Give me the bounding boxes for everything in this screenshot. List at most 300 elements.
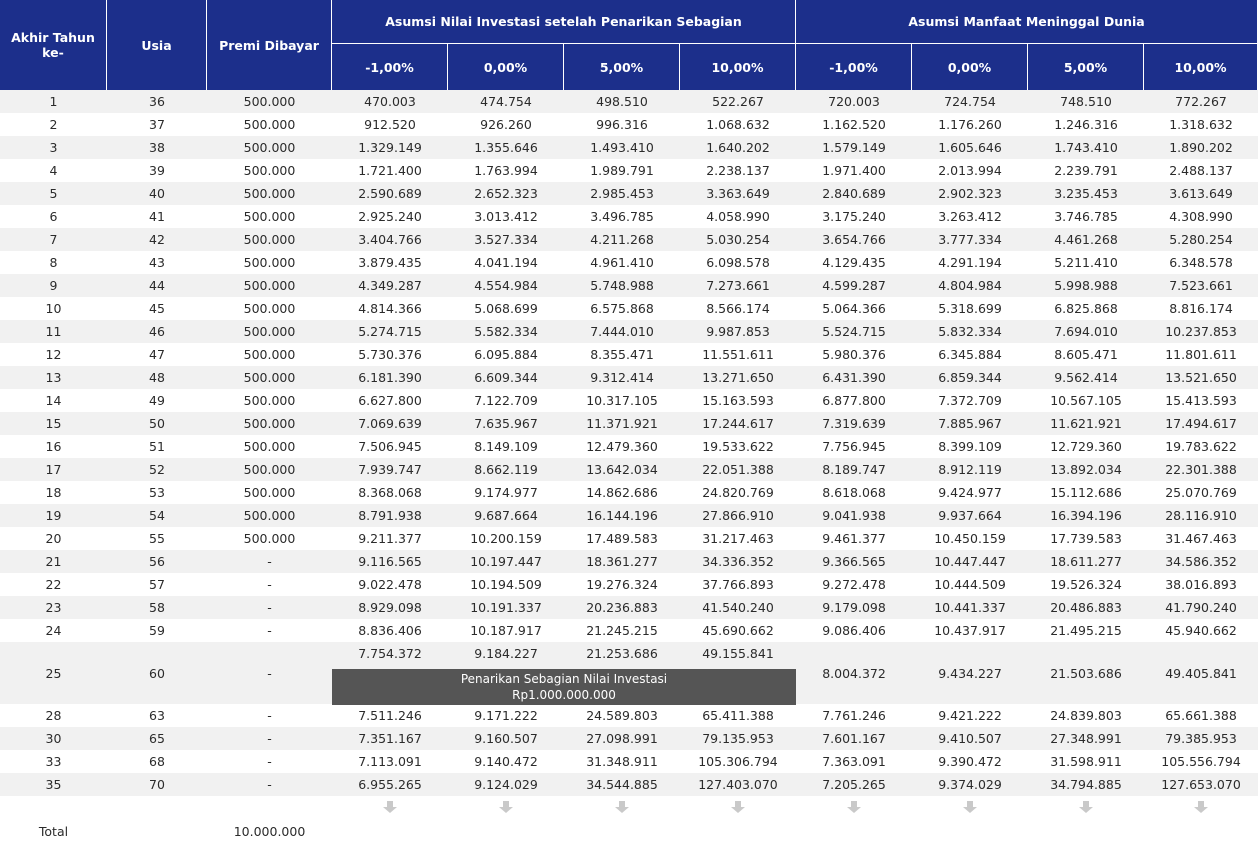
table-row xyxy=(0,727,1258,750)
cell-death-benefit: 6.348.578 xyxy=(1144,251,1258,274)
arrow-cell xyxy=(1144,796,1258,820)
cell-death-benefit: 3.654.766 xyxy=(796,228,912,251)
table-row xyxy=(0,389,1258,412)
cell-investment-value: 4.211.268 xyxy=(564,228,680,251)
cell-investment-value: 21.245.215 xyxy=(564,619,680,642)
cell-death-benefit: 105.556.794 xyxy=(1144,750,1258,773)
cell-death-benefit: 41.790.240 xyxy=(1144,596,1258,619)
cell-death-benefit: 13.521.650 xyxy=(1144,366,1258,389)
cell-death-benefit: 7.319.639 xyxy=(796,412,912,435)
table-row xyxy=(0,159,1258,182)
cell-investment-value: 13.271.650 xyxy=(680,366,796,389)
cell-death-benefit: 8.189.747 xyxy=(796,458,912,481)
cell-investment-value: 13.642.034 xyxy=(564,458,680,481)
total-row xyxy=(0,820,1258,842)
cell-death-benefit: 127.653.070 xyxy=(1144,773,1258,796)
cell-death-benefit: 1.579.149 xyxy=(796,136,912,159)
cell-investment-value: 34.336.352 xyxy=(680,550,796,573)
cell-investment-value: 15.163.593 xyxy=(680,389,796,412)
cell-age: 36 xyxy=(107,90,207,113)
cell-age: 50 xyxy=(107,412,207,435)
cell-death-benefit: 748.510 xyxy=(1028,90,1144,113)
cell-investment-value: 31.348.911 xyxy=(564,750,680,773)
cell-year: 10 xyxy=(0,297,107,320)
cell-death-benefit: 79.385.953 xyxy=(1144,727,1258,750)
cell-death-benefit: 4.804.984 xyxy=(912,274,1028,297)
cell-age: 51 xyxy=(107,435,207,458)
cell-investment-value: 79.135.953 xyxy=(680,727,796,750)
cell-death-benefit: 8.004.372 xyxy=(796,642,912,704)
cell-investment-value: 4.554.984 xyxy=(448,274,564,297)
cell-year: 11 xyxy=(0,320,107,343)
cell-death-benefit: 13.892.034 xyxy=(1028,458,1144,481)
cell-investment-value: 7.444.010 xyxy=(564,320,680,343)
cell-investment-value: 8.149.109 xyxy=(448,435,564,458)
cell-investment-value: 926.260 xyxy=(448,113,564,136)
table-row xyxy=(0,182,1258,205)
cell-premium: 500.000 xyxy=(207,113,332,136)
table-row xyxy=(0,550,1258,573)
cell-premium: - xyxy=(207,642,332,704)
cell-death-benefit: 9.937.664 xyxy=(912,504,1028,527)
table-row xyxy=(0,596,1258,619)
cell-investment-value: 1.721.400 xyxy=(332,159,448,182)
cell-investment-value: 41.540.240 xyxy=(680,596,796,619)
arrow-cell xyxy=(1028,796,1144,820)
cell-year: 4 xyxy=(0,159,107,182)
table-row xyxy=(0,90,1258,113)
cell-death-benefit: 3.777.334 xyxy=(912,228,1028,251)
cell-year: 14 xyxy=(0,389,107,412)
cell-premium: 500.000 xyxy=(207,297,332,320)
table-row xyxy=(0,205,1258,228)
cell-premium: 500.000 xyxy=(207,435,332,458)
cell-investment-value: 2.590.689 xyxy=(332,182,448,205)
table-row xyxy=(0,435,1258,458)
cell-death-benefit: 10.441.337 xyxy=(912,596,1028,619)
table-row xyxy=(0,619,1258,642)
cell-death-benefit: 10.237.853 xyxy=(1144,320,1258,343)
cell-investment-value: 9.124.029 xyxy=(448,773,564,796)
cell-death-benefit: 27.348.991 xyxy=(1028,727,1144,750)
arrow-cell xyxy=(448,796,564,820)
cell-age: 53 xyxy=(107,481,207,504)
cell-death-benefit: 3.263.412 xyxy=(912,205,1028,228)
header-inv-rate: 10,00% xyxy=(680,44,796,90)
cell-investment-value: 22.051.388 xyxy=(680,458,796,481)
cell-death-benefit: 19.526.324 xyxy=(1028,573,1144,596)
cell-year: 5 xyxy=(0,182,107,205)
cell-death-benefit: 7.694.010 xyxy=(1028,320,1144,343)
cell-premium: 500.000 xyxy=(207,527,332,550)
cell-death-benefit: 3.175.240 xyxy=(796,205,912,228)
cell-investment-value: 45.690.662 xyxy=(680,619,796,642)
cell-investment-value: 8.355.471 xyxy=(564,343,680,366)
cell-premium: - xyxy=(207,573,332,596)
cell-investment-value: 470.003 xyxy=(332,90,448,113)
cell-death-benefit: 11.621.921 xyxy=(1028,412,1144,435)
cell-death-benefit: 4.461.268 xyxy=(1028,228,1144,251)
cell-investment-value: 27.098.991 xyxy=(564,727,680,750)
cell-death-benefit: 6.859.344 xyxy=(912,366,1028,389)
header-death-rate: -1,00% xyxy=(796,44,912,90)
cell-year: 23 xyxy=(0,596,107,619)
cell-age: 70 xyxy=(107,773,207,796)
cell-death-benefit: 7.885.967 xyxy=(912,412,1028,435)
cell-investment-value: 2.985.453 xyxy=(564,182,680,205)
cell-death-benefit: 9.086.406 xyxy=(796,619,912,642)
arrow-down-icon xyxy=(963,801,977,813)
cell-investment-value: 7.273.661 xyxy=(680,274,796,297)
cell-investment-value: 11.551.611 xyxy=(680,343,796,366)
cell-investment-value: 7.635.967 xyxy=(448,412,564,435)
cell-year: 22 xyxy=(0,573,107,596)
header-premium: Premi Dibayar xyxy=(207,0,332,90)
cell-investment-value: 4.041.194 xyxy=(448,251,564,274)
cell-investment-value: 4.349.287 xyxy=(332,274,448,297)
cell-age: 57 xyxy=(107,573,207,596)
cell-year: 3 xyxy=(0,136,107,159)
cell-investment-value: 2.925.240 xyxy=(332,205,448,228)
cell-premium: 500.000 xyxy=(207,182,332,205)
cell-death-benefit: 5.832.334 xyxy=(912,320,1028,343)
cell-investment-value: 6.181.390 xyxy=(332,366,448,389)
cell-year: 15 xyxy=(0,412,107,435)
cell-death-benefit: 1.605.646 xyxy=(912,136,1028,159)
cell-premium: - xyxy=(207,550,332,573)
cell-death-benefit: 7.756.945 xyxy=(796,435,912,458)
cell-age: 52 xyxy=(107,458,207,481)
cell-death-benefit: 18.611.277 xyxy=(1028,550,1144,573)
cell-age: 54 xyxy=(107,504,207,527)
cell-investment-value: 9.171.222 xyxy=(448,704,564,727)
cell-investment-value: 912.520 xyxy=(332,113,448,136)
cell-investment-value: 9.160.507 xyxy=(448,727,564,750)
cell-premium: 500.000 xyxy=(207,412,332,435)
cell-investment-value: 5.030.254 xyxy=(680,228,796,251)
cell-age: 56 xyxy=(107,550,207,573)
table-row xyxy=(0,136,1258,159)
cell-investment-value: 6.575.868 xyxy=(564,297,680,320)
cell-investment-value: 31.217.463 xyxy=(680,527,796,550)
cell-age: 58 xyxy=(107,596,207,619)
header-death-benefit-group: Asumsi Manfaat Meninggal Dunia xyxy=(796,0,1258,44)
cell-death-benefit: 45.940.662 xyxy=(1144,619,1258,642)
cell-death-benefit: 10.447.447 xyxy=(912,550,1028,573)
cell-year: 8 xyxy=(0,251,107,274)
header-death-rate: 0,00% xyxy=(912,44,1028,90)
cell-investment-value: 10.197.447 xyxy=(448,550,564,573)
cell-investment-value: 474.754 xyxy=(448,90,564,113)
cell-age: 37 xyxy=(107,113,207,136)
cell-age: 65 xyxy=(107,727,207,750)
cell-year: 12 xyxy=(0,343,107,366)
table-row xyxy=(0,113,1258,136)
arrow-cell xyxy=(564,796,680,820)
cell-premium: 500.000 xyxy=(207,274,332,297)
cell-year: 9 xyxy=(0,274,107,297)
cell-premium: 500.000 xyxy=(207,320,332,343)
cell-death-benefit: 2.239.791 xyxy=(1028,159,1144,182)
cell-premium: - xyxy=(207,619,332,642)
cell-age: 40 xyxy=(107,182,207,205)
cell-investment-value: 6.627.800 xyxy=(332,389,448,412)
arrow-down-icon xyxy=(847,801,861,813)
cell-death-benefit: 3.613.649 xyxy=(1144,182,1258,205)
cell-death-benefit: 21.495.215 xyxy=(1028,619,1144,642)
cell-death-benefit: 34.586.352 xyxy=(1144,550,1258,573)
cell-year: 25 xyxy=(0,642,107,704)
table-row xyxy=(0,274,1258,297)
cell-year: 1 xyxy=(0,90,107,113)
table-row xyxy=(0,320,1258,343)
cell-investment-value: 2.652.323 xyxy=(448,182,564,205)
cell-age: 47 xyxy=(107,343,207,366)
cell-death-benefit: 65.661.388 xyxy=(1144,704,1258,727)
cell-age: 45 xyxy=(107,297,207,320)
cell-death-benefit: 5.318.699 xyxy=(912,297,1028,320)
cell-investment-value: 1.989.791 xyxy=(564,159,680,182)
cell-premium: 500.000 xyxy=(207,458,332,481)
table-row xyxy=(0,366,1258,389)
cell-investment-value: 19.276.324 xyxy=(564,573,680,596)
total-label: Total xyxy=(0,820,107,842)
cell-death-benefit: 2.488.137 xyxy=(1144,159,1258,182)
cell-death-benefit: 3.746.785 xyxy=(1028,205,1144,228)
cell-death-benefit: 10.444.509 xyxy=(912,573,1028,596)
table-row xyxy=(0,228,1258,251)
cell-year: 16 xyxy=(0,435,107,458)
withdrawal-banner-title: Penarikan Sebagian Nilai Investasi xyxy=(460,672,668,686)
cell-death-benefit: 1.162.520 xyxy=(796,113,912,136)
empty-cell xyxy=(1028,820,1144,842)
cell-investment-value: 37.766.893 xyxy=(680,573,796,596)
empty-cell xyxy=(564,820,680,842)
arrow-cell xyxy=(912,796,1028,820)
cell-death-benefit: 17.739.583 xyxy=(1028,527,1144,550)
cell-premium: 500.000 xyxy=(207,159,332,182)
cell-premium: 500.000 xyxy=(207,205,332,228)
cell-investment-value: 18.361.277 xyxy=(564,550,680,573)
cell-investment-value: 5.068.699 xyxy=(448,297,564,320)
cell-investment-value: 3.404.766 xyxy=(332,228,448,251)
cell-investment-value: 9.140.472 xyxy=(448,750,564,773)
cell-year: 35 xyxy=(0,773,107,796)
cell-death-benefit: 1.890.202 xyxy=(1144,136,1258,159)
cell-investment-value: 3.013.412 xyxy=(448,205,564,228)
cell-age: 38 xyxy=(107,136,207,159)
cell-investment-value: 49.155.841 xyxy=(680,642,796,704)
cell-age: 43 xyxy=(107,251,207,274)
cell-death-benefit: 6.345.884 xyxy=(912,343,1028,366)
cell-investment-value: 3.879.435 xyxy=(332,251,448,274)
cell-investment-value: 3.363.649 xyxy=(680,182,796,205)
cell-premium: 500.000 xyxy=(207,504,332,527)
cell-investment-value: 17.489.583 xyxy=(564,527,680,550)
arrow-down-icon xyxy=(383,801,397,813)
arrow-down-icon xyxy=(499,801,513,813)
cell-death-benefit: 1.176.260 xyxy=(912,113,1028,136)
empty-cell xyxy=(332,820,448,842)
cell-death-benefit: 3.235.453 xyxy=(1028,182,1144,205)
cell-investment-value: 1.068.632 xyxy=(680,113,796,136)
cell-death-benefit: 2.013.994 xyxy=(912,159,1028,182)
table-row xyxy=(0,412,1258,435)
cell-investment-value: 3.496.785 xyxy=(564,205,680,228)
cell-premium: - xyxy=(207,773,332,796)
cell-premium: 500.000 xyxy=(207,481,332,504)
cell-investment-value: 10.187.917 xyxy=(448,619,564,642)
cell-investment-value: 12.479.360 xyxy=(564,435,680,458)
table-row xyxy=(0,704,1258,727)
cell-death-benefit: 49.405.841 xyxy=(1144,642,1258,704)
cell-year: 6 xyxy=(0,205,107,228)
cell-investment-value: 16.144.196 xyxy=(564,504,680,527)
table-body xyxy=(0,90,1258,842)
header-inv-rate: 0,00% xyxy=(448,44,564,90)
table-row xyxy=(0,251,1258,274)
cell-death-benefit: 10.437.917 xyxy=(912,619,1028,642)
cell-investment-value: 27.866.910 xyxy=(680,504,796,527)
cell-year: 13 xyxy=(0,366,107,389)
continuation-arrows-row xyxy=(0,796,1258,820)
cell-death-benefit: 19.783.622 xyxy=(1144,435,1258,458)
cell-year: 28 xyxy=(0,704,107,727)
cell-investment-value: 20.236.883 xyxy=(564,596,680,619)
cell-year: 20 xyxy=(0,527,107,550)
table-row xyxy=(0,527,1258,550)
cell-investment-value: 7.351.167 xyxy=(332,727,448,750)
arrow-cell xyxy=(332,796,448,820)
cell-premium: - xyxy=(207,727,332,750)
cell-investment-value: 8.566.174 xyxy=(680,297,796,320)
cell-death-benefit: 8.618.068 xyxy=(796,481,912,504)
cell-investment-value: 10.191.337 xyxy=(448,596,564,619)
cell-investment-value: 5.748.988 xyxy=(564,274,680,297)
cell-death-benefit: 6.877.800 xyxy=(796,389,912,412)
cell-investment-value: 9.312.414 xyxy=(564,366,680,389)
cell-investment-value: 6.095.884 xyxy=(448,343,564,366)
empty-cell xyxy=(912,820,1028,842)
cell-premium: 500.000 xyxy=(207,251,332,274)
cell-death-benefit: 12.729.360 xyxy=(1028,435,1144,458)
cell-death-benefit: 9.461.377 xyxy=(796,527,912,550)
cell-death-benefit: 9.410.507 xyxy=(912,727,1028,750)
cell-death-benefit: 2.902.323 xyxy=(912,182,1028,205)
cell-year: 21 xyxy=(0,550,107,573)
cell-investment-value: 7.506.945 xyxy=(332,435,448,458)
cell-death-benefit: 8.912.119 xyxy=(912,458,1028,481)
cell-death-benefit: 9.366.565 xyxy=(796,550,912,573)
cell-premium: 500.000 xyxy=(207,366,332,389)
cell-investment-value: 11.371.921 xyxy=(564,412,680,435)
cell-death-benefit: 5.280.254 xyxy=(1144,228,1258,251)
cell-death-benefit: 28.116.910 xyxy=(1144,504,1258,527)
cell-investment-value: 3.527.334 xyxy=(448,228,564,251)
cell-death-benefit: 31.467.463 xyxy=(1144,527,1258,550)
cell-investment-value: 4.058.990 xyxy=(680,205,796,228)
cell-death-benefit: 5.524.715 xyxy=(796,320,912,343)
empty-cell xyxy=(796,820,912,842)
arrow-down-icon xyxy=(731,801,745,813)
cell-investment-value: 7.511.246 xyxy=(332,704,448,727)
cell-investment-value: 7.754.372 xyxy=(332,642,448,704)
cell-death-benefit: 9.374.029 xyxy=(912,773,1028,796)
cell-premium: 500.000 xyxy=(207,343,332,366)
cell-death-benefit: 1.318.632 xyxy=(1144,113,1258,136)
cell-age: 68 xyxy=(107,750,207,773)
cell-death-benefit: 16.394.196 xyxy=(1028,504,1144,527)
cell-investment-value: 1.640.202 xyxy=(680,136,796,159)
cell-death-benefit: 5.980.376 xyxy=(796,343,912,366)
cell-death-benefit: 1.971.400 xyxy=(796,159,912,182)
arrow-down-icon xyxy=(1079,801,1093,813)
cell-death-benefit: 15.112.686 xyxy=(1028,481,1144,504)
empty-cell xyxy=(107,796,207,820)
cell-death-benefit: 4.291.194 xyxy=(912,251,1028,274)
cell-investment-value: 498.510 xyxy=(564,90,680,113)
cell-death-benefit: 10.450.159 xyxy=(912,527,1028,550)
table-row xyxy=(0,750,1258,773)
arrow-cell xyxy=(796,796,912,820)
table-row xyxy=(0,297,1258,320)
cell-investment-value: 34.544.885 xyxy=(564,773,680,796)
cell-year: 33 xyxy=(0,750,107,773)
cell-death-benefit: 9.041.938 xyxy=(796,504,912,527)
cell-year: 7 xyxy=(0,228,107,251)
cell-death-benefit: 7.761.246 xyxy=(796,704,912,727)
header-age: Usia xyxy=(107,0,207,90)
cell-investment-value: 8.929.098 xyxy=(332,596,448,619)
table-row xyxy=(0,343,1258,366)
cell-investment-value: 9.987.853 xyxy=(680,320,796,343)
cell-investment-value: 4.961.410 xyxy=(564,251,680,274)
cell-investment-value: 21.253.686 xyxy=(564,642,680,704)
table-row xyxy=(0,504,1258,527)
empty-cell xyxy=(680,820,796,842)
cell-death-benefit: 6.431.390 xyxy=(796,366,912,389)
cell-death-benefit: 21.503.686 xyxy=(1028,642,1144,704)
cell-death-benefit: 38.016.893 xyxy=(1144,573,1258,596)
cell-investment-value: 9.184.227 xyxy=(448,642,564,704)
cell-death-benefit: 22.301.388 xyxy=(1144,458,1258,481)
cell-investment-value: 1.355.646 xyxy=(448,136,564,159)
cell-investment-value: 1.493.410 xyxy=(564,136,680,159)
cell-year: 18 xyxy=(0,481,107,504)
cell-premium: 500.000 xyxy=(207,228,332,251)
cell-death-benefit: 724.754 xyxy=(912,90,1028,113)
cell-year: 30 xyxy=(0,727,107,750)
empty-cell xyxy=(207,796,332,820)
cell-death-benefit: 9.272.478 xyxy=(796,573,912,596)
cell-age: 60 xyxy=(107,642,207,704)
empty-cell xyxy=(1144,820,1258,842)
cell-death-benefit: 7.601.167 xyxy=(796,727,912,750)
cell-death-benefit: 8.605.471 xyxy=(1028,343,1144,366)
cell-investment-value: 24.589.803 xyxy=(564,704,680,727)
cell-age: 59 xyxy=(107,619,207,642)
cell-investment-value: 7.113.091 xyxy=(332,750,448,773)
cell-death-benefit: 5.211.410 xyxy=(1028,251,1144,274)
cell-investment-value: 9.211.377 xyxy=(332,527,448,550)
cell-death-benefit: 9.179.098 xyxy=(796,596,912,619)
cell-investment-value: 10.200.159 xyxy=(448,527,564,550)
cell-premium: 500.000 xyxy=(207,90,332,113)
cell-investment-value: 522.267 xyxy=(680,90,796,113)
cell-investment-value: 1.763.994 xyxy=(448,159,564,182)
cell-death-benefit: 31.598.911 xyxy=(1028,750,1144,773)
cell-death-benefit: 24.839.803 xyxy=(1028,704,1144,727)
